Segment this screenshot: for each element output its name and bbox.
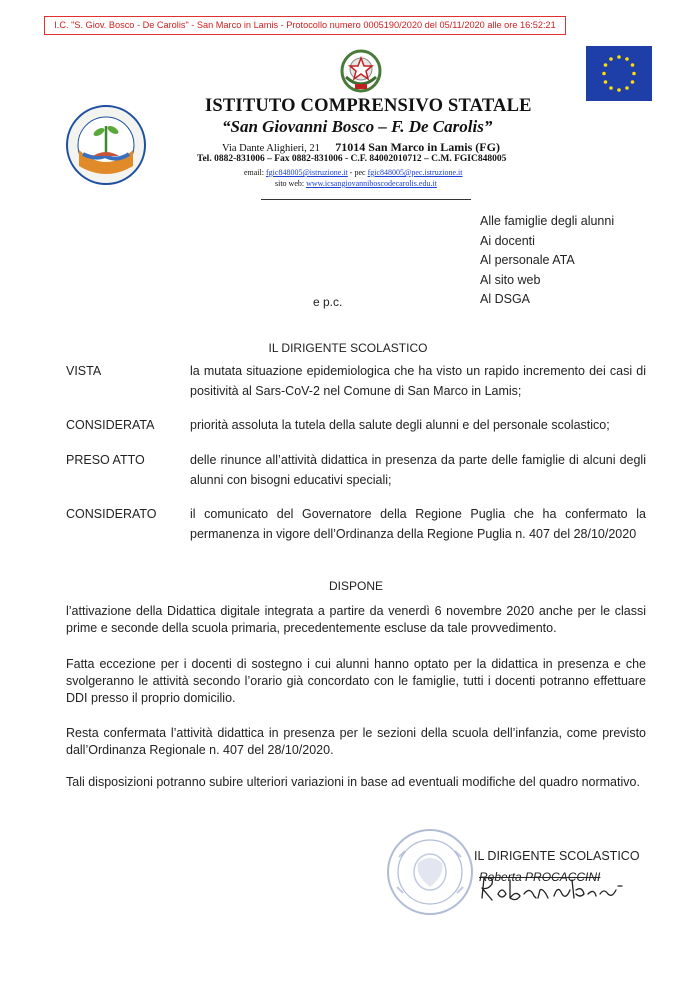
recipient-item: Alle famiglie degli alunni (480, 214, 615, 228)
paragraph: l’attivazione della Didattica digitale integrata a partire da venerdì 6 novembre 2020 anche per le classi prime e seconde della scuola primaria, precedentemente escluse da tale provvedimento. (66, 604, 646, 635)
recipient-item: Al personale ATA (480, 253, 575, 268)
handwritten-signature-icon (476, 872, 626, 904)
eu-flag-icon (586, 46, 652, 101)
consideration-label: CONSIDERATA (66, 418, 155, 432)
header-divider (261, 199, 471, 200)
web-link[interactable]: www.icsangiovanniboscodecarolis.edu.it (306, 179, 437, 188)
consideration-text: delle rinunce all’attività didattica in presenza da parte delle famiglie di alcuni degli alunni con bisogni educativi speciali; (190, 453, 646, 487)
protocol-stamp: I.C. "S. Giov. Bosco - De Carolis" - San Marco in Lamis - Protocollo numero 0005190/2020 del 05/11/2020 alle ore 16:52:21 (44, 16, 566, 35)
signature-name: Roberta PROCACCINI (479, 870, 601, 884)
paragraph: Tali disposizioni potranno subire ulteriori variazioni in base ad eventuali modifiche del quadro normativo. (66, 775, 640, 789)
school-logo-icon (65, 104, 147, 186)
address-city: 71014 San Marco in Lamis (FG) (335, 140, 500, 154)
consideration-text: la mutata situazione epidemiologica che ha visto un rapido incremento dei casi di positività al Sars-CoV-2 nel Comune di San Marco in Lamis; (190, 364, 646, 398)
web-label: sito web: (275, 179, 307, 188)
pec-link[interactable]: fgic848005@pec.istruzione.it (367, 168, 463, 177)
paragraph: Resta confermata l’attività didattica in presenza per le sezioni della scuola dell’infanzia, come previsto dall’Ordinanza Regionale n. 407 del 28/10/2020. (66, 726, 646, 757)
consideration-text: il comunicato del Governatore della Regione Puglia che ha confermato la permanenza in vigore dell’Ordinanza della Regione Puglia n. 407 del 28/10/2020 (190, 507, 646, 541)
institute-subtitle: “San Giovanni Bosco – F. De Carolis” (222, 117, 493, 136)
institute-title: ISTITUTO COMPRENSIVO STATALE (205, 96, 532, 116)
heading-dispone: DISPONE (328, 579, 383, 593)
recipient-item: Al DSGA (480, 292, 531, 307)
school-seal-icon (385, 827, 475, 917)
email-label: email: (244, 168, 266, 177)
consideration-label: PRESO ATTO (66, 453, 145, 467)
institute-address (222, 140, 500, 155)
institute-email-line (244, 168, 462, 177)
recipient-item: Ai docenti (480, 233, 535, 248)
heading-dirigente: IL DIRIGENTE SCOLASTICO (268, 341, 428, 355)
signature-title: IL DIRIGENTE SCOLASTICO (474, 849, 640, 863)
consideration-text: priorità assoluta la tutela della salute degli alunni e del personale scolastico; (190, 418, 610, 432)
italian-emblem-icon (340, 47, 382, 93)
pec-label: - pec (347, 168, 368, 177)
epc-label: e p.c. (313, 295, 343, 309)
recipients-list (480, 212, 614, 310)
consideration-label: VISTA (66, 364, 102, 378)
paragraph: Fatta eccezione per i docenti di sostegno i cui alunni hanno optato per la didattica in presenza e che svolgeranno le attività secondo l’orario già concordato con le famiglie, tutti i docenti potranno effettuare DDI presso il proprio domicilio. (66, 657, 646, 705)
consideration-label: CONSIDERATO (66, 507, 157, 521)
recipient-item: Al sito web (480, 272, 541, 287)
institute-contacts: Tel. 0882-831006 – Fax 0882-831006 - C.F. 84002010712 – C.M. FGIC848005 (197, 154, 507, 164)
email-link[interactable]: fgic848005@istruzione.it (266, 168, 348, 177)
institute-web-line (275, 179, 437, 188)
address-street: Via Dante Alighieri, 21 (222, 143, 320, 154)
